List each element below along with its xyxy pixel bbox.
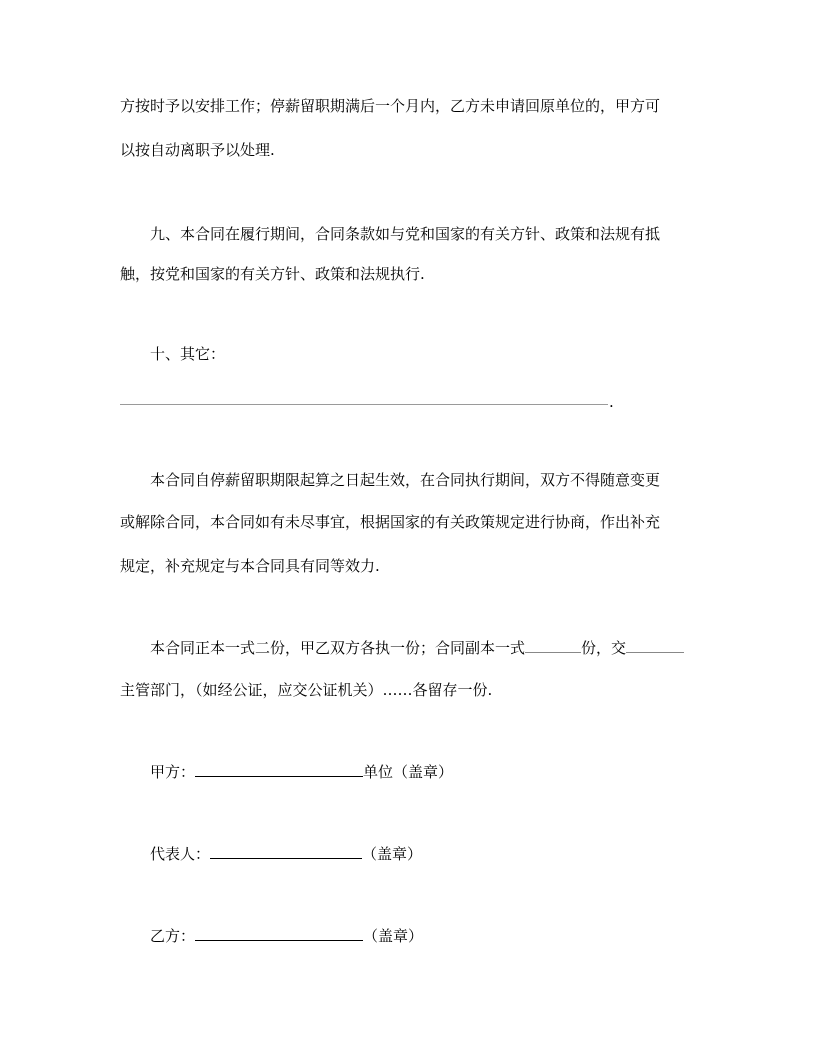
other-terms-blank-line [120,404,608,405]
party-b-label: 乙方： [150,927,196,945]
paragraph-9-line-2: 触，按党和国家的有关方针、政策和法规执行. [120,265,425,283]
paragraph-10-heading: 十、其它： [150,345,226,363]
representative-label: 代表人： [150,845,211,863]
representative-signature-blank [210,844,362,859]
paragraph-9-line-1: 九、本合同在履行期间，合同条款如与党和国家的有关方针、政策和法规有抵 [150,225,661,243]
paragraph-11-line-3: 规定，补充规定与本合同具有同等效力. [120,557,380,575]
party-a-signature-blank [195,762,363,777]
party-b-line [150,926,700,946]
party-a-label: 甲方： [150,763,196,781]
paragraph-11-line-1: 本合同自停薪留职期限起算之日起生效，在合同执行期间，双方不得随意变更 [150,471,661,489]
party-a-line [150,762,700,782]
representative-suffix: （盖章） [362,845,423,863]
paragraph-12-line-1 [150,638,700,658]
authority-blank [626,638,684,653]
party-b-suffix: （盖章） [363,927,424,945]
paragraph-12-line-2: 主管部门，（如经公证，应交公证机关）……各留存一份. [120,681,493,699]
party-b-signature-blank [195,926,363,941]
paragraph-11-line-2: 或解除合同，本合同如有未尽事宜，根据国家的有关政策规定进行协商，作出补充 [120,513,661,531]
other-terms-period: . [609,393,614,411]
paragraph-8-line-1: 方按时予以安排工作；停薪留职期满后一个月内，乙方未申请回原单位的，甲方可 [120,97,661,115]
representative-line [150,844,700,864]
party-a-suffix: 单位（盖章） [363,763,454,781]
copies-text-part1: 本合同正本一式二份，甲乙双方各执一份；合同副本一式 [150,639,526,657]
copies-count-blank [525,638,581,653]
paragraph-8-line-2: 以按自动离职予以处理. [120,141,275,159]
copies-text-part2: 份，交 [581,639,627,657]
